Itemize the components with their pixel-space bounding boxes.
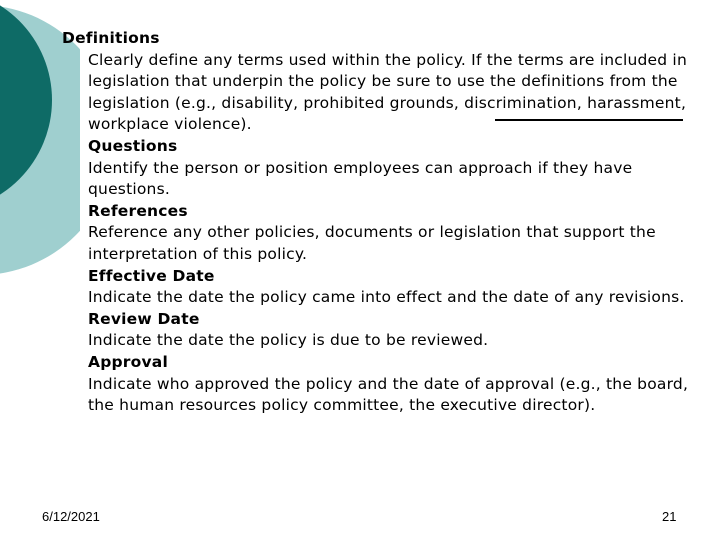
section-text-questions: Identify the person or position employees can approach if they have questions.	[88, 158, 633, 199]
section-text-effective-date: Indicate the date the policy came into effect and the date of any revisions.	[88, 288, 685, 307]
section-title-questions: Questions	[88, 136, 178, 155]
section-text-references: Reference any other policies, documents or legislation that support the interpretation of this policy.	[88, 223, 656, 263]
footer-date: 6/12/2021	[42, 509, 100, 524]
section-title-review-date: Review Date	[88, 309, 200, 328]
section-text-approval: Indicate who approved the policy and the date of approval (e.g., the board, the human resources policy committee, the executive director).	[88, 374, 689, 415]
slide-body	[62, 50, 692, 417]
section-title-approval: Approval	[88, 352, 168, 371]
slide-content	[62, 28, 692, 417]
section-title-effective-date: Effective Date	[88, 266, 215, 285]
horizontal-rule	[495, 119, 683, 121]
definitions-heading: Definitions	[62, 29, 160, 47]
page-number: 21	[662, 509, 677, 524]
section-title-references: References	[88, 201, 188, 220]
section-text-review-date: Indicate the date the policy is due to be reviewed.	[88, 331, 489, 350]
definitions-text: Clearly define any terms used within the policy. If the terms are included in legislation that underpin the policy be sure to use the definitions from the legislation (e.g., disability, prohibited grounds, discrimination, harassment, workplace violence).	[88, 50, 687, 134]
